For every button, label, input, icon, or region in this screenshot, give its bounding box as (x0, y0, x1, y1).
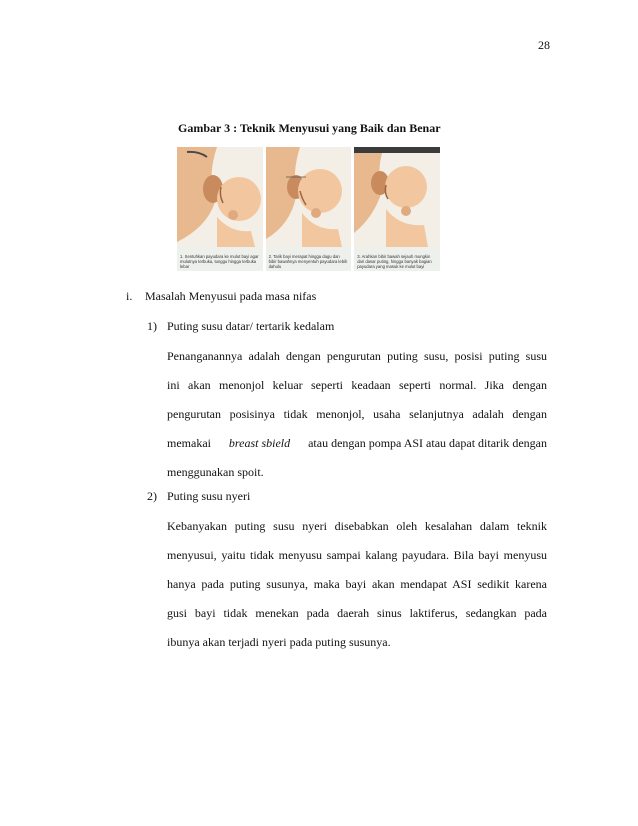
paragraph-line: ibunya akan terjadi nyeri pada puting susunya. (167, 635, 391, 649)
item-1-title: Puting susu datar/ tertarik kedalam (167, 319, 335, 333)
page-number: 28 (538, 38, 550, 52)
breastfeeding-illustration-3 (354, 147, 440, 247)
paragraph-line: gusi bayi tidak menekan pada daerah sinus laktiferus, sedangkan pada (167, 606, 547, 620)
paragraph-line: hanya pada puting susunya, maka bayi akan mendapat ASI sedikit karena (167, 577, 547, 591)
item-2-number: 2) (147, 489, 157, 503)
item-2-title: Puting susu nyeri (167, 489, 251, 503)
breastfeeding-illustration-2 (266, 147, 352, 247)
paragraph-line: Kebanyakan puting susu nyeri disebabkan oleh kesalahan dalam teknik (167, 519, 547, 533)
figure-panel-caption: 3. Arahkan bibir bawah sejauh mungkin dari dasar puting, hingga banyak bagian payudara yang masuk ke mulut bayi (357, 254, 432, 269)
figure-panel-3 (354, 147, 440, 271)
breastfeeding-figure (177, 147, 440, 271)
section-title: Masalah Menyusui pada masa nifas (145, 289, 317, 303)
figure-panel-2 (266, 147, 352, 271)
paragraph-line: menyusui, yaitu tidak menyusu sampai kalang payudara. Bila bayi menyusu (167, 548, 547, 562)
figure-panel-caption: 2. Tarik bayi merapat hingga dagu dan bibir bawahnya menyentuh payudara lebih dahulu (268, 254, 348, 269)
figure-panel-caption: 1. Sentuhkan payudara ke mulut bayi agar mulutnya terbuka, tunggu hingga terbuka lebar (180, 254, 259, 269)
paragraph-line: menggunakan spoit. (167, 465, 264, 479)
item-1-number: 1) (147, 319, 157, 333)
breastfeeding-illustration-1 (177, 147, 263, 247)
section-heading (126, 289, 316, 304)
item-2-paragraph (167, 512, 547, 657)
paragraph-text: atau dengan pompa ASI atau dapat ditarik dengan (308, 436, 547, 450)
figure-panel-1 (177, 147, 263, 271)
paragraph-line: Penanganannya adalah dengan pengurutan puting susu, posisi puting susu (167, 349, 547, 363)
item-2-heading (147, 489, 250, 504)
item-1-heading (147, 319, 334, 334)
paragraph-line: pengurutan posisinya tidak menonjol, usaha selanjutnya adalah dengan (167, 407, 547, 421)
figure-caption: Gambar 3 : Teknik Menyusui yang Baik dan Benar (178, 121, 441, 135)
paragraph-text: memakai (167, 436, 211, 450)
paragraph-line: ini akan menonjol keluar seperti keadaan seperti normal. Jika dengan (167, 378, 547, 392)
italic-term: breast sbield (228, 436, 291, 450)
item-1-paragraph (167, 342, 547, 487)
section-letter: i. (126, 289, 133, 303)
paragraph-line (167, 429, 547, 458)
